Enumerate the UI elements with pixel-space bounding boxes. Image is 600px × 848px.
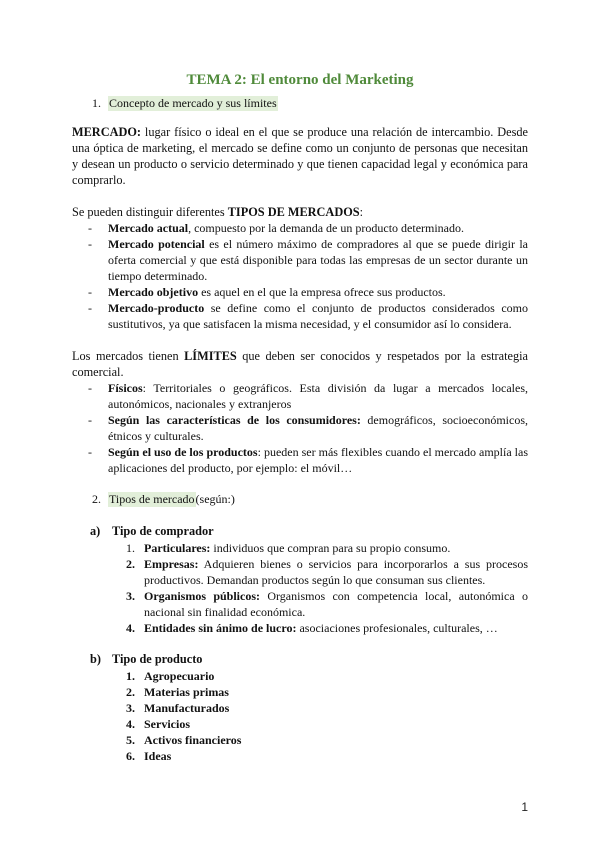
mercado-definition xyxy=(72,124,528,188)
list-item xyxy=(126,540,528,556)
comprador-list xyxy=(126,540,528,636)
list-item xyxy=(126,716,528,732)
list-item xyxy=(72,380,528,412)
item-term: Físicos xyxy=(108,381,143,395)
limites-intro-suffix: que deben ser conocidos y respetados por la estrategia comercial. xyxy=(72,349,528,379)
comprador-title: Tipo de comprador xyxy=(112,524,214,538)
item-text: es aquel en el que la empresa ofrece sus productos. xyxy=(198,285,446,299)
section-1-heading xyxy=(92,96,278,111)
list-item xyxy=(72,220,528,236)
item-term: Entidades sin ánimo de lucro: xyxy=(144,621,297,635)
list-item xyxy=(126,684,528,700)
item-text: demográficos, socioeconómicos, étnicos y culturales. xyxy=(108,413,528,443)
item-number: 2. xyxy=(126,685,135,699)
list-item xyxy=(72,284,528,300)
item-text: : pueden ser más flexibles cuando el mercado amplía las aplicaciones del producto, por ejemplo: el móvil… xyxy=(108,445,529,475)
tipos-intro xyxy=(72,204,528,220)
mercado-term: MERCADO: xyxy=(72,125,141,139)
item-term: Mercado potencial xyxy=(108,237,205,251)
item-text: Adquieren bienes o servicios para incorporarlos a sus procesos productivos. Demandan productos según lo que consuman sus clientes. xyxy=(144,557,528,587)
list-item xyxy=(126,620,528,636)
item-term: Según las características de los consumidores: xyxy=(108,413,361,427)
comprador-heading xyxy=(90,524,214,539)
section-1-number: 1. xyxy=(92,96,101,110)
item-term: Particulares: xyxy=(144,541,211,555)
item-term: Mercado-producto xyxy=(108,301,205,315)
item-term: Mercado actual xyxy=(108,221,189,235)
list-item xyxy=(72,300,528,332)
item-term: Empresas: xyxy=(144,557,199,571)
item-label: Manufacturados xyxy=(144,701,230,715)
comprador-letter: a) xyxy=(90,524,101,538)
tipos-intro-suffix: : xyxy=(359,205,364,219)
list-item xyxy=(72,236,528,284)
item-term: Según el uso de los productos xyxy=(108,445,258,459)
item-number: 1. xyxy=(126,669,135,683)
item-text: individuos que compran para su propio consumo. xyxy=(210,541,451,555)
item-number: 6. xyxy=(126,749,135,763)
mercado-text: lugar físico o ideal en el que se produce una relación de intercambio. Desde una óptica de marketing, el mercado se define como un conjunto de personas que necesitan y desean un producto o servicio determinado y que tienen capacidad legal y económica para comprarlo. xyxy=(72,125,528,187)
section-2-number: 2. xyxy=(92,492,101,506)
item-label: Agropecuario xyxy=(144,669,215,683)
limites-intro-prefix: Los mercados tienen xyxy=(72,349,185,363)
item-number: 5. xyxy=(126,733,135,747)
document-title: TEMA 2: El entorno del Marketing xyxy=(186,72,414,88)
item-label: Activos financieros xyxy=(144,733,242,747)
item-number: 4. xyxy=(126,717,135,731)
list-item xyxy=(72,444,528,476)
list-item xyxy=(126,668,528,684)
item-number: 3. xyxy=(126,701,135,715)
section-1-label: Concepto de mercado y sus límites xyxy=(109,96,277,110)
item-number: 3. xyxy=(126,589,135,603)
list-item xyxy=(126,556,528,588)
producto-heading xyxy=(90,652,202,667)
item-term: Mercado objetivo xyxy=(108,285,199,299)
list-item xyxy=(126,588,528,620)
item-text: , compuesto por la demanda de un producto determinado. xyxy=(188,221,465,235)
item-text: se define como el conjunto de productos considerados como sustitutivos, ya que satisfacen la misma necesidad, y el consumidor así lo considera. xyxy=(108,301,528,331)
tipos-intro-prefix: Se pueden distinguir diferentes xyxy=(72,205,228,219)
limites-intro xyxy=(72,348,528,380)
item-label: Materias primas xyxy=(144,685,229,699)
item-number: 4. xyxy=(126,621,135,635)
item-number: 2. xyxy=(126,557,135,571)
list-item xyxy=(126,700,528,716)
list-item xyxy=(126,748,528,764)
section-2-heading xyxy=(92,492,235,507)
item-term: Organismos públicos: xyxy=(144,589,261,603)
producto-list xyxy=(126,668,528,764)
limites-intro-bold: LÍMITES xyxy=(184,349,237,363)
item-number: 1. xyxy=(126,541,135,555)
section-2-label: Tipos de mercado xyxy=(109,492,195,506)
item-text: es el número máximo de compradores al que se puede dirigir la oferta comercial y que está disponible para todas las empresas de un sector durante un tiempo determinado. xyxy=(108,237,528,283)
item-text: Organismos con competencia local, autonómica o nacional sin finalidad económica. xyxy=(144,589,528,619)
limites-list xyxy=(72,380,528,476)
item-text: : Territoriales o geográficos. Esta división da lugar a mercados locales, autonómicos, nacionales y extranjeros xyxy=(108,381,528,411)
tipos-intro-bold: TIPOS DE MERCADOS xyxy=(227,205,360,219)
producto-letter: b) xyxy=(90,652,101,666)
tipos-list xyxy=(72,220,528,332)
list-item xyxy=(126,732,528,748)
item-label: Ideas xyxy=(144,749,172,763)
section-2-suffix: (según:) xyxy=(195,492,235,506)
item-label: Servicios xyxy=(144,717,190,731)
list-item xyxy=(72,412,528,444)
item-text: asociaciones profesionales, culturales, … xyxy=(296,621,498,635)
page-number: 1 xyxy=(521,800,528,814)
producto-title: Tipo de producto xyxy=(112,652,203,666)
